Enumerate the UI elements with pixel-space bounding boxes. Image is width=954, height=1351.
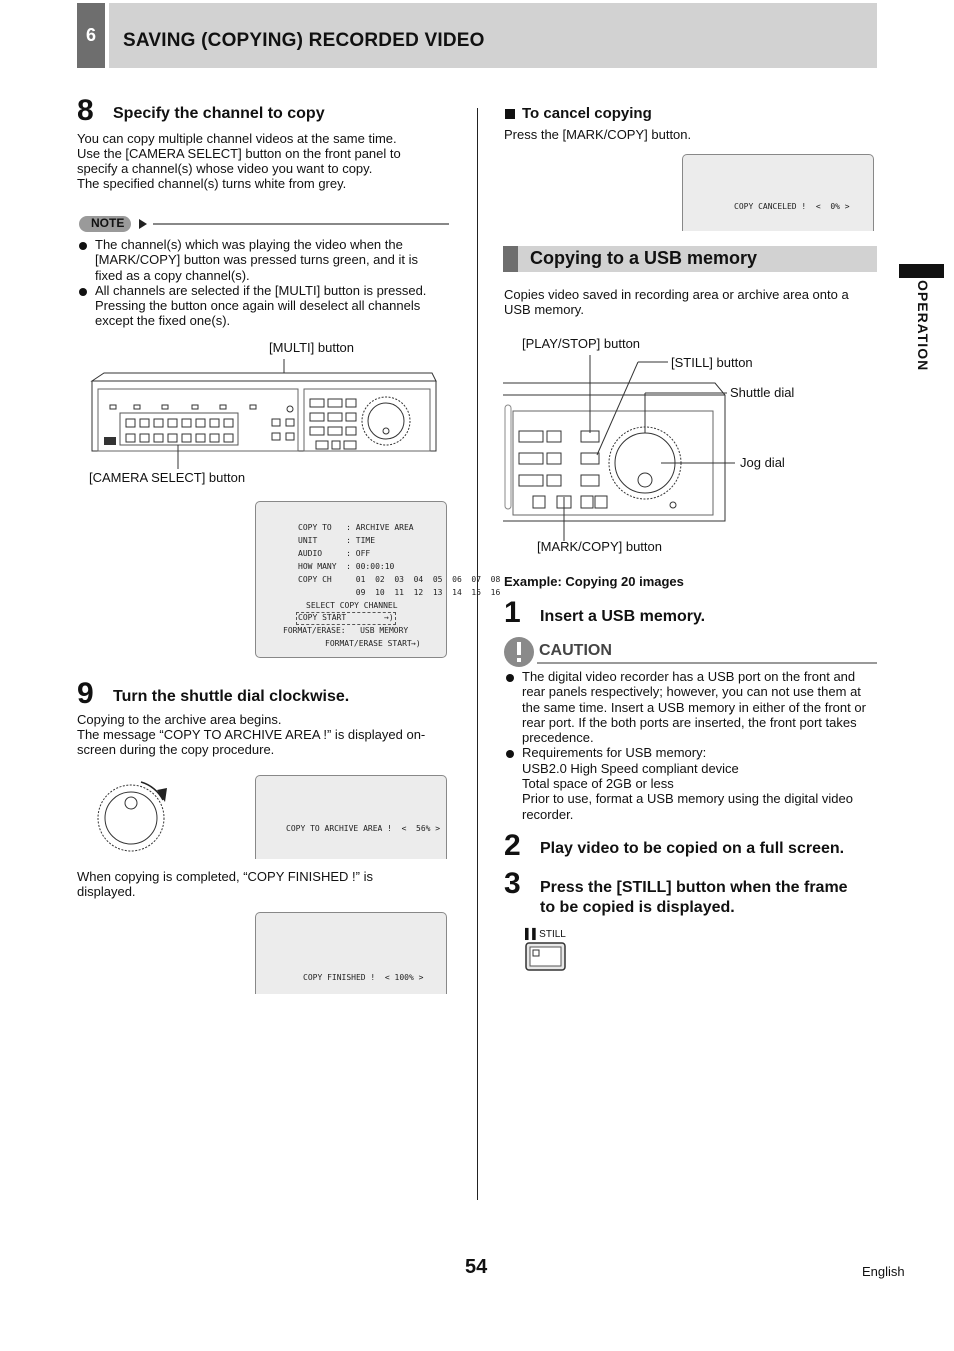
copy-settings-screen: COPY TO : ARCHIVE AREA UNIT : TIME AUDIO : OFF HOW MANY : 00:00:10 COPY CH 01 02 03 04 05 06 07 08 09 10 11 12 13 14 15 16 SELECT COPY CHANNEL COPY START →) FORMAT/ERASE: USB MEMORY FORMAT/ERASE START →) (255, 501, 447, 658)
chapter-title: SAVING (COPYING) RECORDED VIDEO (123, 30, 485, 51)
caution-header (503, 636, 877, 668)
caution-label: CAUTION (539, 642, 612, 659)
callout-shuttle: Shuttle dial (730, 385, 795, 400)
section-title: Copying to a USB memory (530, 248, 758, 268)
copy-canceled-screen: COPY CANCELED ! < 0% > (682, 154, 874, 231)
step-title: Play video to be copied on a full screen. (540, 840, 845, 857)
callout-still: [STILL] button (671, 355, 753, 370)
callout-multi: [MULTI] button (269, 340, 355, 355)
step-title: Specify the channel to copy (113, 105, 325, 122)
cancel-title: To cancel copying (522, 105, 652, 122)
step-body: Copying to the archive area begins. The message “COPY TO ARCHIVE AREA !” is displayed on- screen during the copy procedure. (77, 712, 426, 757)
completion-text: When copying is completed, “COPY FINISHED !” is displayed. (77, 869, 373, 899)
list-item: Requirements for USB memory: USB2.0 High Speed compliant device Total space of 2GB or less Prior to use, format a USB memory using the digital video recorder. (504, 745, 876, 821)
step-number: 2 (504, 829, 521, 862)
footer-language: English (862, 1264, 905, 1279)
step-number: 9 (77, 677, 94, 710)
square-bullet-icon (505, 109, 515, 119)
chapter-number: 6 (77, 3, 105, 68)
list-item: The channel(s) which was playing the video when the [MARK/COPY] button was pressed turns green, and it is fixed as a copy channel(s). (77, 237, 449, 283)
side-tab-marker (899, 264, 944, 278)
section-intro: Copies video saved in recording area or archive area onto a USB memory. (504, 287, 849, 317)
side-tab-label: OPERATION (915, 280, 931, 372)
caution-list (504, 669, 876, 822)
list-item: All channels are selected if the [MULTI] button is pressed. Pressing the button once again will deselect all channels except the fixed one(s). (77, 283, 449, 329)
still-button-icon (524, 941, 568, 973)
copy-finished-screen: COPY FINISHED ! < 100% > (255, 912, 447, 994)
step-body: You can copy multiple channel videos at the same time. Use the [CAMERA SELECT] button on the front panel to specify a channel(s) whose video you want to copy. The specified channel(s) turns white from grey. (77, 131, 401, 191)
column-divider (477, 108, 478, 1200)
step-title: Turn the shuttle dial clockwise. (113, 688, 350, 705)
step-number: 1 (504, 596, 521, 629)
dvr-front-panel-illustration (90, 355, 438, 470)
note-header (77, 214, 451, 234)
page-number: 54 (465, 1256, 488, 1278)
callout-camera-select: [CAMERA SELECT] button (89, 470, 246, 485)
list-item: The digital video recorder has a USB port on the front and rear panels respectively; however, you can not use them at the same time. Insert a USB memory in either of the front or rear port. If the both ports are inserted, the front port takes precedence. (504, 669, 876, 745)
example-heading: Example: Copying 20 images (504, 574, 684, 589)
cancel-body: Press the [MARK/COPY] button. (504, 127, 692, 142)
step-number: 8 (77, 94, 94, 127)
note-list (77, 237, 449, 329)
callout-play-stop: [PLAY/STOP] button (522, 336, 641, 351)
shuttle-dial-illustration (95, 778, 175, 858)
step-number: 3 (504, 867, 521, 900)
dvr-controls-illustration (503, 345, 738, 545)
step-title: Insert a USB memory. (540, 608, 706, 625)
still-button-label: ▌▌STILL (525, 929, 566, 940)
note-label: NOTE (91, 216, 125, 230)
callout-jog: Jog dial (740, 455, 785, 470)
step-title: Press the [STILL] button when the frame to be copied is displayed. (540, 879, 848, 916)
callout-mark-copy: [MARK/COPY] button (537, 539, 662, 554)
copy-progress-screen: COPY TO ARCHIVE AREA ! < 56% > (255, 775, 447, 859)
